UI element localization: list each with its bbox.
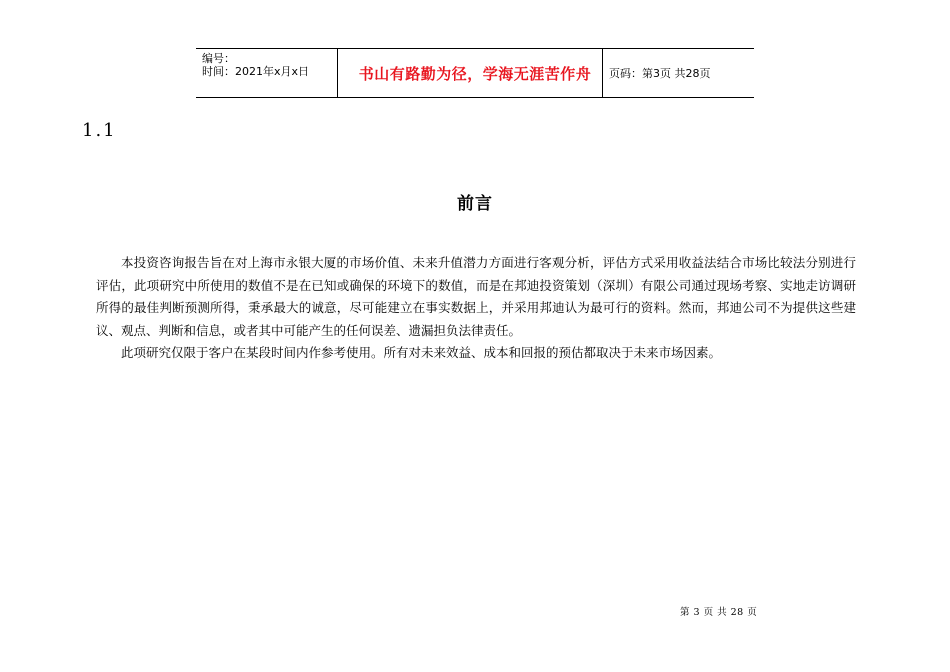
document-date-label: 时间：2021年x月x日 xyxy=(202,65,310,78)
body-text xyxy=(96,252,856,365)
paragraph: 本投资咨询报告旨在对上海市永银大厦的市场价值、未来升值潜力方面进行客观分析，评估方式采用收益法结合市场比较法分别进行评估，此项研究中所使用的数值不是在已知或确保的环境下的数值，而是在邦迪投资策划（深圳）有限公司通过现场考察、实地走访调研所得的最佳判断预测所得，秉承最大的诚意，尽可能建立在事实数据上，并采用邦迪认为最可行的资料。然而，邦迪公司不为提供这些建议、观点、判断和信息，或者其中可能产生的任何误差、遗漏担负法律责任。 xyxy=(96,255,856,338)
document-header xyxy=(196,48,754,98)
page-title: 前言 xyxy=(457,194,493,214)
section-number: 1.1 xyxy=(82,120,117,141)
header-meta-cell xyxy=(196,49,338,97)
document-number-label: 编号： xyxy=(202,52,235,65)
paragraph: 此项研究仅限于客户在某段时间内作参考使用。所有对未来效益、成本和回报的预估都取决于未来市场因素。 xyxy=(121,345,722,360)
header-motto: 书山有路勤为径，学海无涯苦作舟 xyxy=(338,49,603,97)
header-page-label: 页码：第3页 共28页 xyxy=(609,67,711,80)
page-footer: 第 3 页 共 28 页 xyxy=(680,607,758,618)
